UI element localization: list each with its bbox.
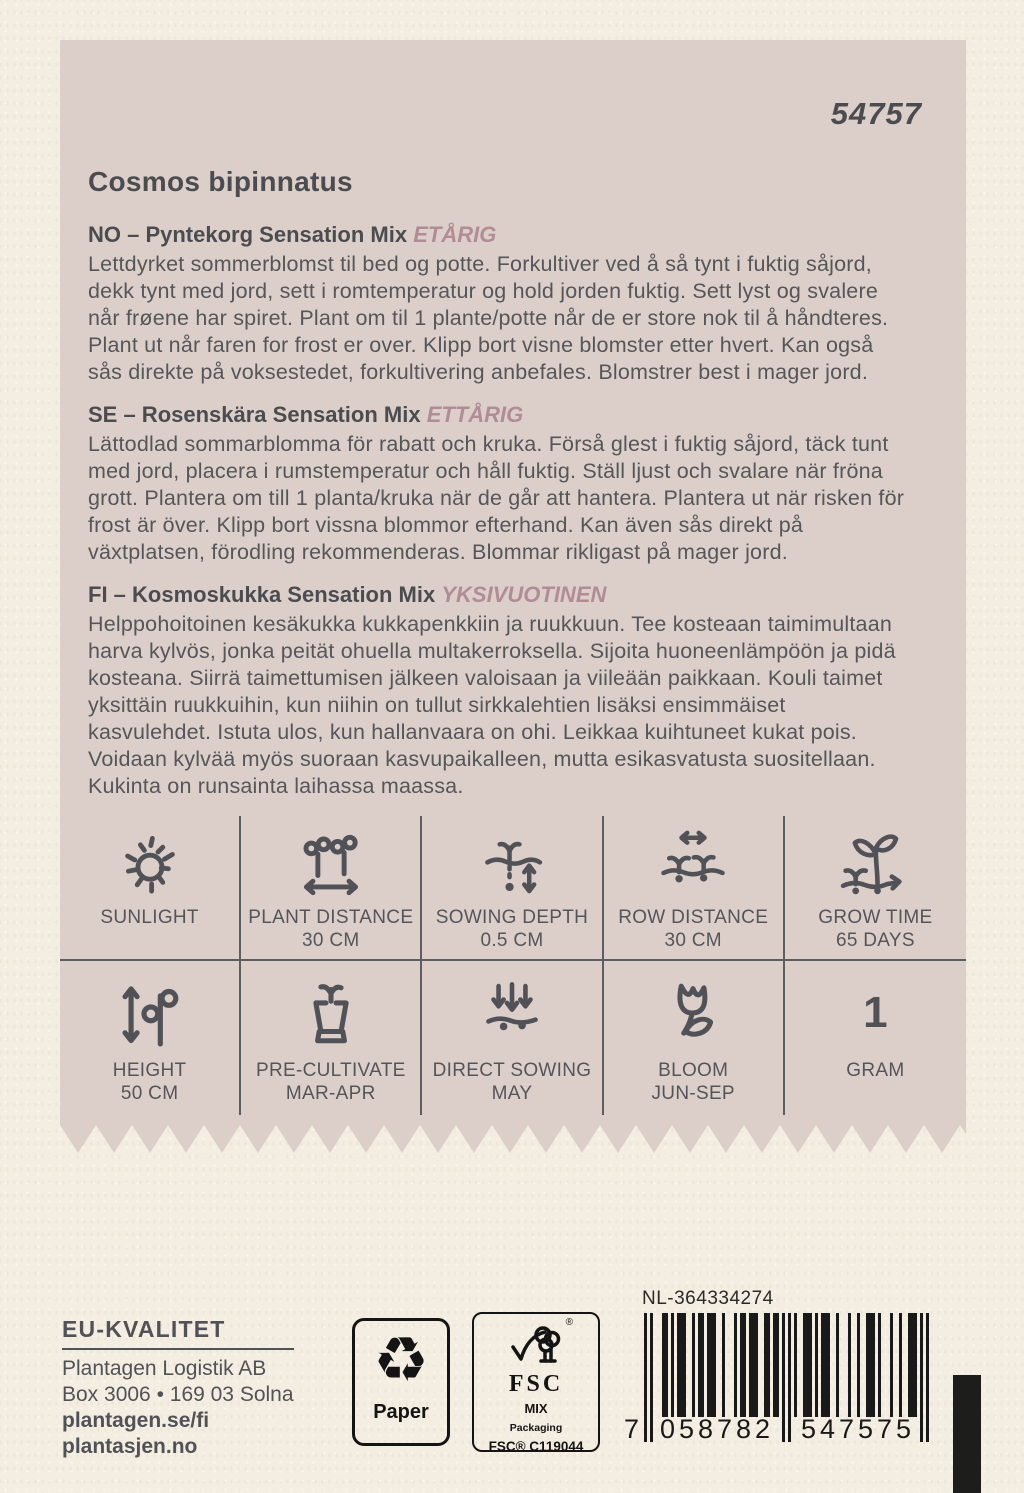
spec-label: BLOOM bbox=[658, 1060, 729, 1081]
spec-pre-cultivate bbox=[241, 961, 422, 1115]
spec-weight bbox=[785, 961, 966, 1115]
spec-direct-sowing bbox=[422, 961, 603, 1115]
divider bbox=[62, 1348, 294, 1350]
spec-value: 50 CM bbox=[120, 1083, 179, 1104]
spec-grow-time bbox=[785, 816, 966, 959]
spec-row-distance bbox=[604, 816, 785, 959]
fsc-tree-icon bbox=[507, 1317, 573, 1372]
print-registration-mark bbox=[953, 1375, 981, 1493]
spec-value: MAY bbox=[491, 1083, 533, 1104]
spec-value: 0.5 CM bbox=[480, 930, 544, 951]
spec-value: 30 CM bbox=[302, 930, 360, 951]
recycle-icon: ♻ bbox=[373, 1323, 429, 1396]
spec-label: GROW TIME bbox=[818, 907, 933, 928]
footer bbox=[0, 1280, 1024, 1493]
fsc-packaging-label: Packaging bbox=[509, 1422, 563, 1434]
fsc-mix-label: MIX bbox=[524, 1401, 548, 1416]
quality-heading: EU-KVALITET bbox=[62, 1316, 226, 1342]
spec-value: 30 CM bbox=[664, 930, 722, 951]
spec-label: SUNLIGHT bbox=[100, 907, 199, 928]
sun-icon bbox=[110, 822, 190, 906]
gram-amount: 1 bbox=[863, 988, 888, 1037]
spec-value: 65 DAYS bbox=[835, 930, 915, 951]
website-fi: plantagen.se/fi bbox=[62, 1409, 210, 1432]
spec-label: HEIGHT bbox=[112, 1060, 187, 1081]
pre-cultivate-icon bbox=[289, 967, 373, 1059]
fsc-brand: FSC bbox=[508, 1371, 564, 1397]
section-fi bbox=[88, 582, 910, 800]
spec-label: DIRECT SOWING bbox=[432, 1060, 592, 1081]
page-title: Cosmos bipinnatus bbox=[88, 166, 353, 197]
address-block bbox=[62, 1316, 362, 1460]
spec-label: ROW DISTANCE bbox=[618, 907, 769, 928]
article-number: NL-364334274 bbox=[642, 1288, 774, 1309]
website-no: plantasjen.no bbox=[62, 1435, 198, 1458]
spec-height bbox=[60, 961, 241, 1115]
registered-mark: ® bbox=[565, 1317, 573, 1328]
section-no-heading: NO – Pyntekorg Sensation Mix bbox=[88, 222, 408, 247]
plant-distance-icon bbox=[290, 822, 372, 906]
spec-grid bbox=[60, 816, 966, 1115]
spec-label: GRAM bbox=[846, 1060, 905, 1081]
spec-plant-distance bbox=[241, 816, 422, 959]
spec-value: JUN-SEP bbox=[651, 1083, 735, 1104]
grow-time-icon bbox=[833, 822, 917, 906]
spec-label: PLANT DISTANCE bbox=[248, 907, 414, 928]
barcode-bars: 7 058782 547575 bbox=[644, 1313, 929, 1443]
section-se-heading: SE – Rosenskära Sensation Mix bbox=[88, 402, 421, 427]
zigzag-edge bbox=[60, 1125, 966, 1153]
barcode-module bbox=[926, 1313, 929, 1442]
paper-label: Paper bbox=[373, 1401, 429, 1423]
spec-label: SOWING DEPTH bbox=[435, 907, 589, 928]
paper-recycling-mark bbox=[352, 1318, 450, 1446]
section-se bbox=[88, 402, 910, 566]
info-card bbox=[60, 40, 966, 1125]
section-fi-annual: YKSIVUOTINEN bbox=[441, 582, 607, 607]
bloom-icon bbox=[651, 967, 735, 1059]
section-se-annual: ETTÅRIG bbox=[426, 402, 524, 427]
direct-sowing-icon bbox=[470, 967, 554, 1059]
spec-label: PRE-CULTIVATE bbox=[255, 1060, 406, 1081]
fsc-mark bbox=[472, 1312, 600, 1452]
product-code: 54757 bbox=[830, 96, 922, 131]
weight-number bbox=[863, 967, 887, 1059]
fsc-license: FSC® C119044 bbox=[488, 1439, 584, 1454]
barcode bbox=[624, 1288, 952, 1444]
company-name: Plantagen Logistik AB bbox=[62, 1357, 267, 1380]
section-no bbox=[88, 222, 910, 386]
spec-bloom bbox=[604, 961, 785, 1115]
spec-sunlight bbox=[60, 816, 241, 959]
spec-value: MAR-APR bbox=[285, 1083, 376, 1104]
section-fi-body: Helppohoitoinen kesäkukka kukkapenkkiin ja ruukkuun. Tee kosteaan taimimultaan harva kylvös, jonka peität ohuella multakerroksella. Sijoita huoneenlämpöön ja pidä kosteana. Siirrä taimettumisen jälkeen valoisaan ja viileään paikkaan. Kouli taimet yksittäin ruukkuihin, kun niihin on tullut sirkkalehtien lisäksi ensimmäiset kasvulehdet. Istuta ulos, kun hallanvaara on ohi. Leikkaa kuihtuneet kukat pois. Voidaan kylvää myös suoraan kasvupaikalleen, mutta esikasvatusta suositellaan. Kukinta on runsainta laihassa maassa. bbox=[88, 612, 896, 798]
row-distance-icon bbox=[652, 822, 734, 906]
section-se-body: Lättodlad sommarblomma för rabatt och kruka. Förså glest i fuktig såjord, täck tunt med jord, placera i rumstemperatur och håll fuktig. Ställ ljust och svalare när fröna grott. Plantera om till 1 planta/kruka när de går att hantera. Plantera ut när risken för frost är över. Klipp bort vissna blommor efterhand. Kan även sås direkt på växtplatsen, förodling rekommenderas. Blommar rikligast på mager jord. bbox=[88, 432, 905, 564]
sowing-depth-icon bbox=[471, 822, 553, 906]
section-no-annual: ETÅRIG bbox=[413, 222, 497, 247]
company-address: Box 3006 • 169 03 Solna bbox=[62, 1383, 294, 1406]
spec-sowing-depth bbox=[422, 816, 603, 959]
height-icon bbox=[107, 967, 193, 1059]
section-no-body: Lettdyrket sommerblomst til bed og potte. Forkultiver ved å så tynt i fuktig såjord, dekk tynt med jord, sett i romtemperatur og hold jorden fuktig. Sett lyst og svalere når frøene har spiret. Plant om til 1 plante/potte når de er store nok til å håndteres. Plant ut når faren for frost er over. Klipp bort visne blomster etter hvert. Kan også sås direkte på voksestedet, forkultivering anbefales. Blomstrer best i mager jord. bbox=[88, 252, 889, 384]
section-fi-heading: FI – Kosmoskukka Sensation Mix bbox=[88, 582, 436, 607]
